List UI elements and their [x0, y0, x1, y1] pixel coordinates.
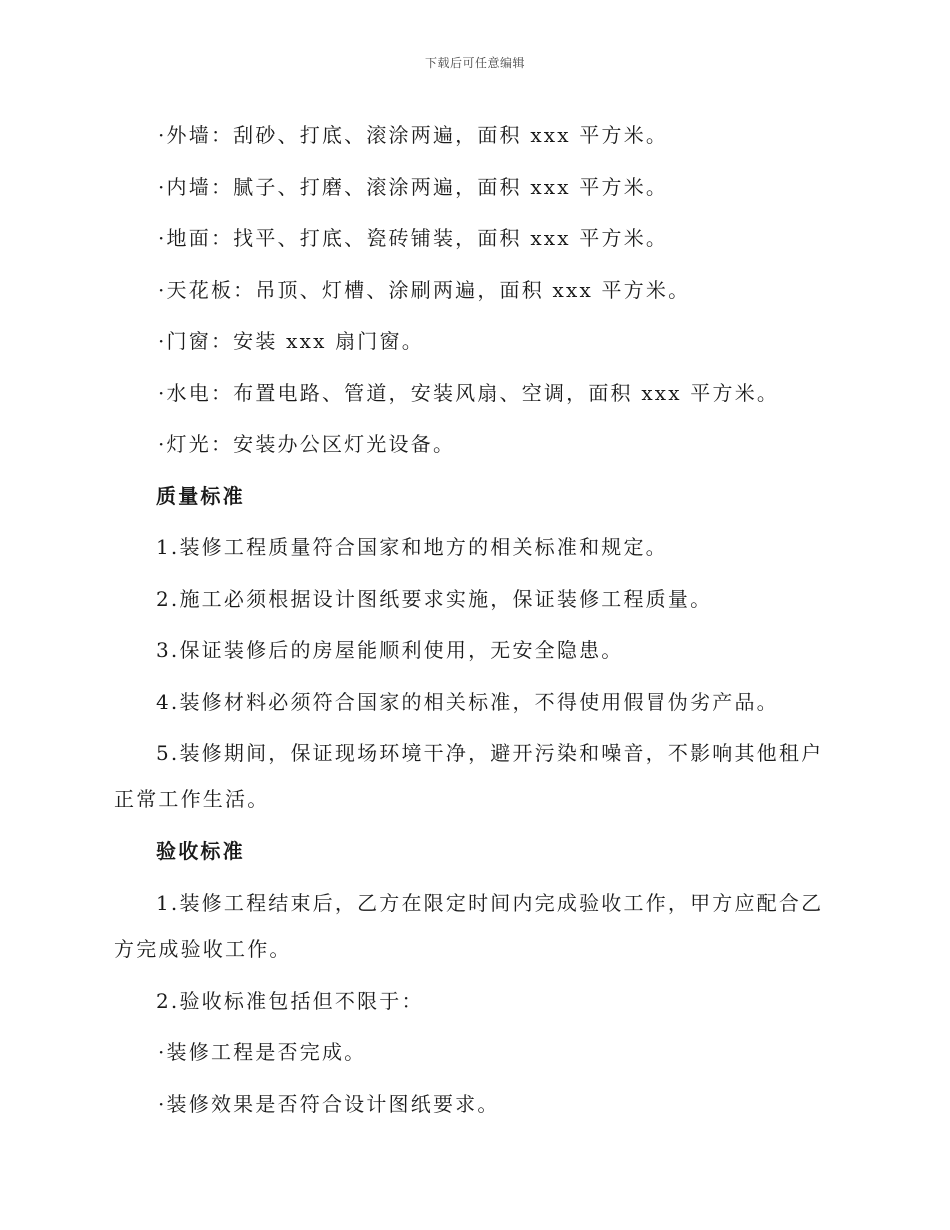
- list-item: ·外墙：刮砂、打底、滚涂两遍，面积 xxx 平方米。: [158, 123, 669, 147]
- acceptance-item: 2.验收标准包括但不限于：: [156, 988, 424, 1013]
- quality-item: 5.装修期间，保证现场环境干净，避开污染和噪音，不影响其他租户正常工作生活。: [114, 741, 824, 811]
- quality-item: 4.装修材料必须符合国家的相关标准，不得使用假冒伪劣产品。: [156, 689, 779, 714]
- list-item: ·门窗：安装 xxx 扇门窗。: [158, 329, 424, 353]
- acceptance-item: 1.装修工程结束后，乙方在限定时间内完成验收工作，甲方应配合乙方完成验收工作。: [114, 890, 824, 961]
- section-heading-acceptance: 验收标准: [156, 839, 245, 863]
- list-item: ·地面：找平、打底、瓷砖铺装，面积 xxx 平方米。: [158, 226, 669, 250]
- list-item: ·水电：布置电路、管道，安装风扇、空调，面积 xxx 平方米。: [158, 380, 780, 405]
- list-item: ·内墙：腻子、打磨、滚涂两遍，面积 xxx 平方米。: [158, 174, 669, 199]
- acceptance-bullet: ·装修工程是否完成。: [158, 1040, 367, 1064]
- document-body: [114, 110, 828, 1130]
- quality-item: 2.施工必须根据设计图纸要求实施，保证装修工程质量。: [156, 586, 713, 611]
- quality-item: 1.装修工程质量符合国家和地方的相关标准和规定。: [156, 535, 668, 559]
- section-heading-quality: 质量标准: [156, 483, 245, 508]
- list-item: ·天花板：吊顶、灯槽、涂刷两遍，面积 xxx 平方米。: [158, 277, 691, 302]
- page-header: 下载后可任意编辑: [424, 56, 525, 70]
- acceptance-bullet: ·装修效果是否符合设计图纸要求。: [158, 1091, 500, 1116]
- quality-item: 3.保证装修后的房屋能顺利使用，无安全隐患。: [156, 638, 624, 662]
- list-item: ·灯光：安装办公区灯光设备。: [158, 432, 456, 456]
